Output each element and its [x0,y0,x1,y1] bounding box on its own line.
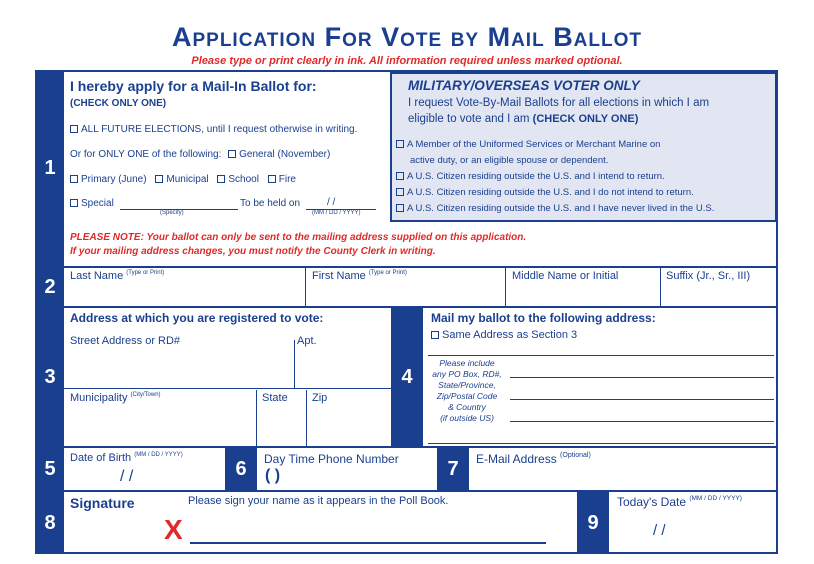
first-name-note: (Type or Print) [368,270,407,276]
only-one-label: Or for ONLY ONE of the following: [70,149,222,160]
checkbox-military-1[interactable] [396,140,404,148]
municipality-note: (City/Town) [130,392,161,398]
section-2-number: 2 [36,268,64,306]
last-name-field[interactable] [70,270,164,282]
military-text-2-label: eligible to vote and I am [408,113,530,125]
apt-divider [294,340,295,388]
mail-address-line-3[interactable] [510,399,774,400]
checkbox-military-2[interactable] [396,172,404,180]
email-field[interactable] [476,452,591,466]
note-line-1: PLEASE NOTE: Your ballot can only be sent to the mailing address supplied on this application. [70,232,527,243]
option-special[interactable] [70,198,114,209]
military-option-3-label: A U.S. Citizen residing outside the U.S. and I do not intend to return. [407,187,694,198]
mail-address-line-5[interactable] [428,443,774,444]
military-option-4[interactable] [396,203,714,214]
special-label: Special [81,198,114,209]
last-name-label: Last Name [70,270,124,282]
school-label: School [228,174,259,185]
checkbox-general[interactable] [228,150,236,158]
general-label: General (November) [239,149,331,160]
suffix-field[interactable]: Suffix (Jr., Sr., III) [666,270,751,282]
section-3-number: 3 [36,308,64,446]
mail-address-line-2[interactable] [510,377,774,378]
today-date-field[interactable] [617,495,742,509]
mail-address-line-1[interactable] [428,355,774,356]
checkbox-military-4[interactable] [396,204,404,212]
dob-format: (MM / DD / YYYY) [134,452,183,458]
military-option-2[interactable] [396,171,665,182]
today-date-label: Today's Date [617,495,686,509]
state-field[interactable]: State [262,392,288,404]
checkbox-school[interactable] [217,175,225,183]
mail-address-line-4[interactable] [510,421,774,422]
section-5-number: 5 [36,448,64,490]
include-line: & Country [448,402,486,412]
name-divider-2 [505,268,506,306]
checkbox-same-address[interactable] [431,331,439,339]
military-option-2-label: A U.S. Citizen residing outside the U.S. and I intend to return. [407,171,665,182]
fire-label: Fire [278,174,296,185]
section-9-number: 9 [577,492,609,554]
divider-1-2 [35,266,778,268]
option-row-types [70,174,296,185]
zip-field[interactable]: Zip [312,392,328,404]
checkbox-all-future[interactable] [70,125,78,133]
municipality-field[interactable] [70,392,161,404]
option-all-future-label: ALL FUTURE ELECTIONS, until I request otherwise in writing. [81,124,358,135]
email-label: E-Mail Address [476,452,557,466]
section-4-number: 4 [391,308,423,446]
include-line: State/Province, [438,380,496,390]
section-8-number: 8 [36,492,64,554]
section-4-heading: Mail my ballot to the following address: [431,311,656,325]
divider-3-5 [35,446,778,448]
dob-field[interactable] [70,452,183,464]
divider-5-8 [35,490,778,492]
name-divider-1 [305,268,306,306]
middle-name-field[interactable]: Middle Name or Initial [512,270,619,282]
form-title: Application For Vote by Mail Ballot [171,22,643,52]
include-line: any PO Box, RD#, [432,369,502,379]
signature-instruction: Please sign your name as it appears in the Poll Book. [188,495,449,507]
military-text-1: I request Vote-By-Mail Ballots for all elections in which I am [408,97,710,109]
name-divider-3 [660,268,661,306]
military-option-1-label: A Member of the Uniformed Services or Merchant Marine on [407,139,661,150]
section-1-heading: I hereby apply for a Mail-In Ballot for: [70,78,317,94]
street-field[interactable]: Street Address or RD# [70,335,181,347]
apt-field[interactable]: Apt. [297,335,317,347]
include-line: (if outside US) [440,413,494,423]
section-1-number: 1 [36,71,64,266]
dob-label: Date of Birth [70,452,132,464]
specify-note: (Specify) [160,210,184,216]
include-line: Please include [439,358,495,368]
held-on-label: To be held on [240,198,301,209]
military-text-2 [408,113,638,125]
military-option-4-label: A U.S. Citizen residing outside the U.S. and I have never lived in the U.S. [407,203,715,214]
form-subtitle: Please type or print clearly in ink. All information required unless marked optional. [191,55,623,67]
section-6-number: 6 [225,448,257,490]
checkbox-fire[interactable] [268,175,276,183]
first-name-field[interactable] [312,270,407,282]
today-date-slashes: / / [653,522,666,539]
military-option-1[interactable] [396,139,660,150]
zip-divider [306,390,307,446]
signature-line[interactable] [190,542,546,544]
check-one-note: (CHECK ONLY ONE) [70,98,167,109]
checkbox-special[interactable] [70,199,78,207]
email-note: (Optional) [560,452,591,459]
address-line [64,388,391,389]
phone-field[interactable]: Day Time Phone Number [264,452,399,466]
section-3-heading: Address at which you are registered to vote: [70,311,324,325]
same-address-option[interactable] [431,329,577,341]
military-check-one: (CHECK ONLY ONE) [532,113,639,125]
municipal-label: Municipal [166,174,209,185]
military-option-3[interactable] [396,187,694,198]
held-on-date-format: (MM / DD / YYYY) [312,210,361,216]
held-on-slashes: / / [327,197,336,208]
state-divider [256,390,257,446]
today-date-format: (MM / DD / YYYY) [689,495,742,502]
option-all-future[interactable] [70,124,357,135]
option-only-one [70,149,330,160]
checkbox-primary[interactable] [70,175,78,183]
dob-slashes: / / [120,468,134,485]
note-line-2: If your mailing address changes, you must notify the County Clerk in writing. [70,246,436,257]
military-heading: MILITARY/OVERSEAS VOTER ONLY [408,78,640,93]
include-note [427,358,507,424]
signature-x-mark: X [164,514,183,545]
primary-label: Primary (June) [81,174,147,185]
last-name-note: (Type or Print) [126,270,165,276]
first-name-label: First Name [312,270,366,282]
military-option-1-cont: active duty, or an eligible spouse or dependent. [410,155,609,166]
phone-parens: ( ) [265,467,281,484]
section-7-number: 7 [437,448,469,490]
municipality-label: Municipality [70,392,128,404]
checkbox-military-3[interactable] [396,188,404,196]
checkbox-municipal[interactable] [155,175,163,183]
same-address-label: Same Address as Section 3 [442,329,578,341]
include-line: Zip/Postal Code [436,391,498,401]
signature-label: Signature [70,495,135,511]
